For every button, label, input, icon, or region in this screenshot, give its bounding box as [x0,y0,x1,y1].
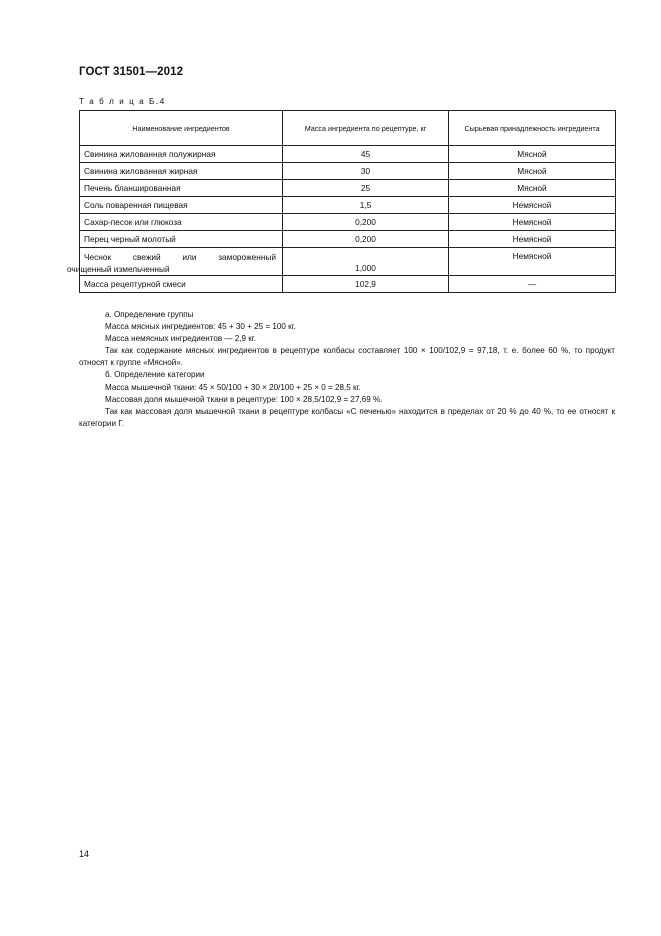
ingredient-mass: 1,5 [283,197,449,214]
table-row [80,197,616,214]
note-line: а. Определение группы [105,310,194,319]
ingredient-mass: 25 [283,180,449,197]
ingredient-name: Свинина жилованная полужирная [80,146,283,163]
ingredient-type: Немясной [449,197,616,214]
table-row [80,248,616,276]
table-row [80,231,616,248]
note-line: Масса немясных ингредиентов — 2,9 кг. [105,334,256,344]
ingredient-type: Немясной [449,231,616,248]
ingredient-type: Немясной [449,214,616,231]
table-caption: Т а б л и ц а Б.4 [79,97,166,106]
ingredient-name: Соль поваренная пищевая [80,197,283,214]
table-row [80,146,616,163]
ingredient-type: Мясной [449,163,616,180]
ingredient-name: Сахар-песок или глюкоза [80,214,283,231]
ingredient-type: — [449,276,616,293]
ingredient-type: Мясной [449,180,616,197]
ingredient-mass: 102,9 [283,276,449,293]
note-line: Масса мышечной ткани: 45 × 50/100 + 30 × 20/100 + 25 × 0 = 28,5 кг. [105,382,361,392]
ingredient-name-line1: Чеснок свежий или замороженный [84,252,276,262]
note-line: Массовая доля мышечной ткани в рецептуре: 100 × 28,5/102,9 = 27,69 %. [105,394,383,404]
note-line: Так как содержание мясных ингредиентов в рецептуре колбасы составляет 100 × 100/102,9 = 97,18, т. е. более 60 %, то продукт относят к группе «Мясной». [79,346,615,368]
ingredient-name-line2: очищенный измельченный [67,264,170,274]
calculation-notes [79,309,615,430]
ingredient-mass: 1,000 [283,248,449,276]
note-line: Так как массовая доля мышечной ткани в рецептуре колбасы «С печенью» находится в пределах от 20 % до 40 %, то ее относят к категории Г. [79,406,615,428]
ingredient-mass: 0,200 [283,231,449,248]
note-line: б. Определение категории [105,370,205,380]
document-title: ГОСТ 31501—2012 [79,66,184,78]
ingredient-name: Свинина жилованная жирная [80,163,283,180]
ingredient-type: Немясной [449,248,616,276]
ingredient-name: Перец черный молотый [80,231,283,248]
ingredient-mass: 45 [283,146,449,163]
ingredient-mass: 30 [283,163,449,180]
column-header-mass: Масса ингредиента по рецептуре, кг [283,111,449,146]
ingredient-name [67,248,283,276]
ingredient-name: Печень бланшированная [80,180,283,197]
ingredient-name: Масса рецептурной смеси [80,276,283,293]
table-row-total [80,276,616,293]
table-header-row [80,111,616,146]
table-row [80,214,616,231]
table-row [80,180,616,197]
ingredient-mass: 0,200 [283,214,449,231]
column-header-type: Сырьевая принадлежность ингредиента [449,111,616,146]
page-number: 14 [79,849,90,859]
column-header-name: Наименование ингредиентов [80,111,283,146]
table-row [80,163,616,180]
ingredients-table [67,110,616,293]
note-line: Масса мясных ингредиентов: 45 + 30 + 25 = 100 кг. [105,322,296,332]
ingredient-type: Мясной [449,146,616,163]
